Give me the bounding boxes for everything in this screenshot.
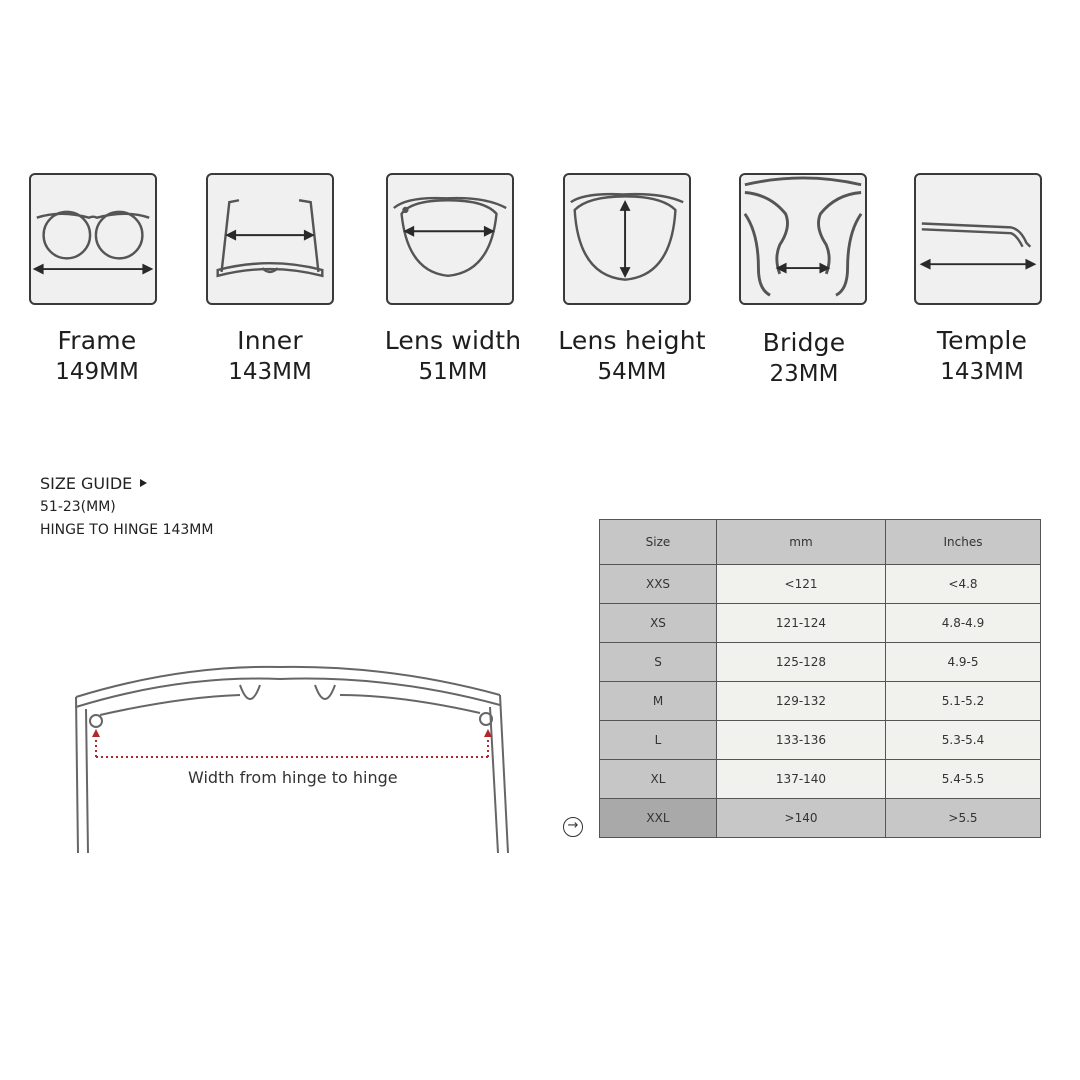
size-cell: XXL	[600, 799, 717, 838]
size-cell: L	[600, 721, 717, 760]
measurement-name: Bridge	[762, 328, 846, 357]
table-row	[600, 721, 1041, 760]
measurement-name: Lens height	[558, 326, 706, 355]
inches-cell: 5.3-5.4	[886, 721, 1041, 760]
size-cell: S	[600, 643, 717, 682]
measurement-temple	[892, 326, 1072, 385]
measurement-value: 51MM	[418, 359, 488, 385]
measurement-lens-width	[363, 326, 543, 385]
mm-cell: 125-128	[717, 643, 886, 682]
measurement-inner	[180, 326, 360, 385]
inner-diagram	[206, 173, 334, 305]
table-row	[600, 760, 1041, 799]
table-row-highlighted	[600, 799, 1041, 838]
lens-width-icon	[388, 175, 512, 303]
bridge-icon	[741, 175, 865, 303]
measurement-name: Frame	[57, 326, 137, 355]
table-header-row	[600, 520, 1041, 565]
size-cell: XS	[600, 604, 717, 643]
glasses-inner-icon	[208, 175, 332, 303]
lens-height-diagram	[563, 173, 691, 305]
size-cell: XXS	[600, 565, 717, 604]
inches-cell: 5.1-5.2	[886, 682, 1041, 721]
inches-cell: >5.5	[886, 799, 1041, 838]
hinge-caption: Width from hinge to hinge	[188, 768, 398, 787]
measurement-frame	[7, 326, 187, 385]
size-guide-title	[40, 474, 147, 493]
bridge-diagram	[739, 173, 867, 305]
column-header-inches: Inches	[886, 520, 1041, 565]
measurement-value: 54MM	[597, 359, 667, 385]
table-row	[600, 643, 1041, 682]
inches-cell: <4.8	[886, 565, 1041, 604]
mm-cell: 133-136	[717, 721, 886, 760]
arrow-right-circle-icon: →	[563, 817, 583, 837]
measurement-name: Lens width	[384, 326, 522, 355]
column-header-size: Size	[600, 520, 717, 565]
size-guide-title-text: SIZE GUIDE	[40, 474, 133, 493]
glasses-front-icon	[31, 175, 155, 303]
measurement-name: Temple	[936, 326, 1028, 355]
measurement-name: Inner	[237, 326, 303, 355]
play-triangle-icon	[140, 479, 147, 487]
table-row	[600, 604, 1041, 643]
lens-width-diagram	[386, 173, 514, 305]
frame-diagram	[29, 173, 157, 305]
mm-cell: 129-132	[717, 682, 886, 721]
size-guide-dimensions: 51-23(MM)	[40, 499, 116, 515]
measurement-value: 143MM	[940, 359, 1024, 385]
size-table	[599, 519, 1041, 838]
inches-cell: 4.9-5	[886, 643, 1041, 682]
measurement-lens-height	[542, 326, 722, 385]
measurement-bridge	[714, 328, 894, 387]
temple-icon	[916, 175, 1040, 303]
table-row	[600, 682, 1041, 721]
measurement-value: 149MM	[55, 359, 139, 385]
size-guide-hinge: HINGE TO HINGE 143MM	[40, 522, 214, 538]
mm-cell: 137-140	[717, 760, 886, 799]
temple-diagram	[914, 173, 1042, 305]
measurement-value: 143MM	[228, 359, 312, 385]
table-row	[600, 565, 1041, 604]
mm-cell: >140	[717, 799, 886, 838]
lens-height-icon	[565, 175, 689, 303]
inches-cell: 4.8-4.9	[886, 604, 1041, 643]
size-cell: XL	[600, 760, 717, 799]
mm-cell: 121-124	[717, 604, 886, 643]
measurement-value: 23MM	[769, 361, 839, 387]
inches-cell: 5.4-5.5	[886, 760, 1041, 799]
column-header-mm: mm	[717, 520, 886, 565]
hinge-to-hinge-diagram	[60, 655, 530, 860]
size-cell: M	[600, 682, 717, 721]
mm-cell: <121	[717, 565, 886, 604]
